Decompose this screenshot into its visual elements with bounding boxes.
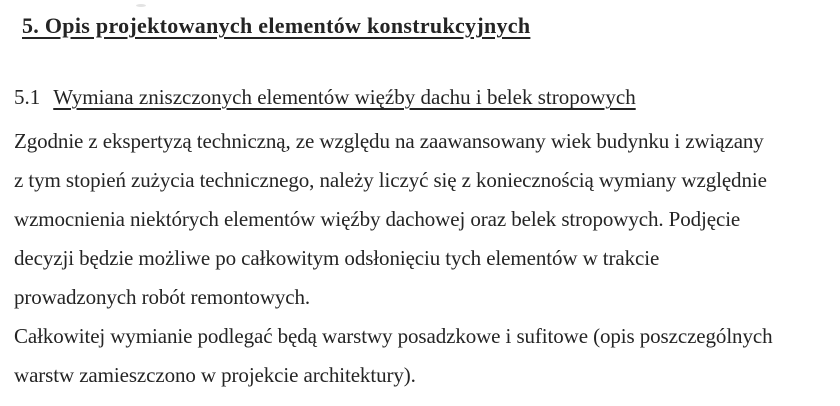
section-number: 5.1 [14, 85, 41, 109]
section-heading [14, 85, 636, 110]
body-line: wzmocnienia niektórych elementów więźby dachowej oraz belek stropowych. Podjęcie [14, 207, 741, 231]
scan-artifact [136, 4, 146, 7]
section-title: Wymiana zniszczonych elementów więźby dachu i belek stropowych [53, 85, 636, 109]
chapter-heading: 5. Opis projektowanych elementów konstrukcyjnych [22, 13, 531, 38]
body-line: warstw zamieszczono w projekcie architektury). [14, 363, 416, 387]
body-line: z tym stopień zużycia technicznego, należy liczyć się z koniecznością wymiany względnie [14, 168, 767, 192]
body-line: decyzji będzie możliwe po całkowitym odsłonięciu tych elementów w trakcie [14, 246, 660, 270]
body-paragraphs [14, 122, 772, 395]
body-line: Całkowitej wymianie podlegać będą warstwy posadzkowe i sufitowe (opis poszczególnych [14, 324, 773, 348]
body-line: Zgodnie z ekspertyzą techniczną, ze względu na zaawansowany wiek budynku i związany [14, 129, 764, 153]
body-line: prowadzonych robót remontowych. [14, 285, 311, 309]
